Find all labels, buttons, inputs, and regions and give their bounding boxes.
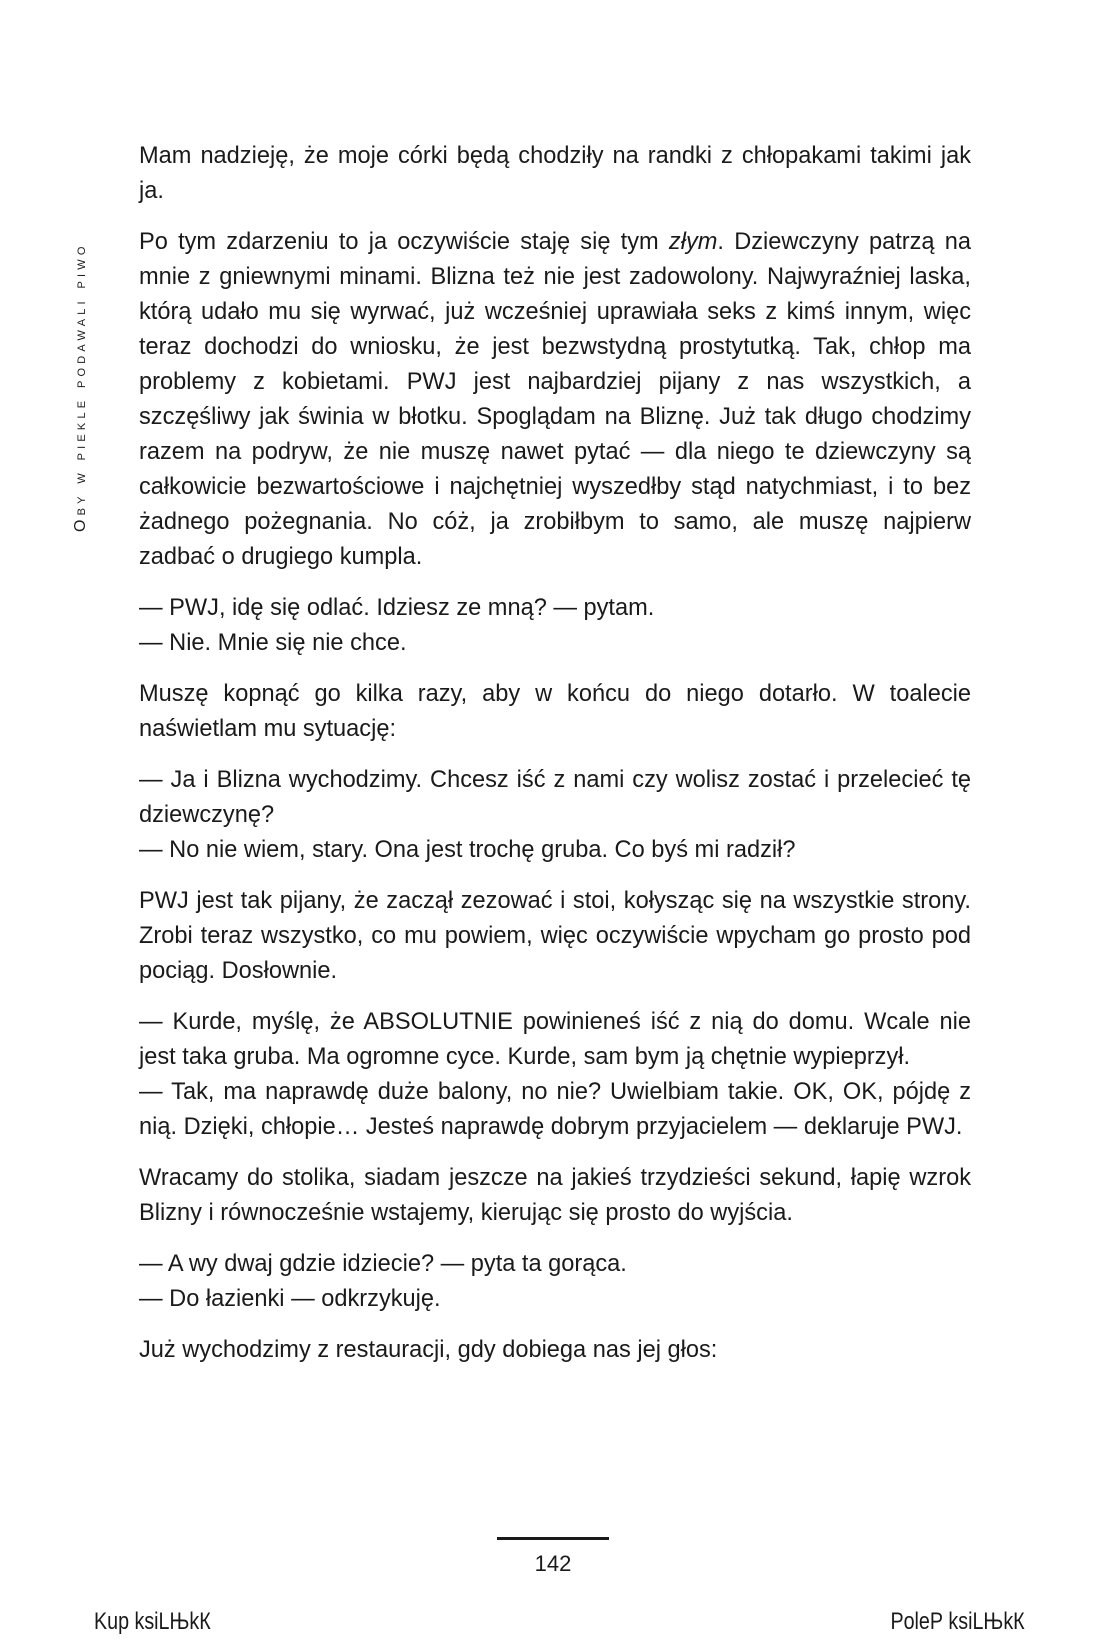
paragraph-4: PWJ jest tak pijany, że zaczął zezować i stoi, kołysząc się na wszystkie strony. Zrobi teraz wszystko, co mu powiem, więc oczywiście wpycham go prosto pod pociąg. Dosłownie. bbox=[139, 888, 971, 984]
body-text bbox=[139, 139, 971, 1384]
paragraph-2 bbox=[139, 225, 971, 575]
footer-recommend-link[interactable]: PoleР ksiLЊkК bbox=[890, 1608, 1025, 1635]
paragraph-6: Już wychodzimy z restauracji, gdy dobiega nas jej głos: bbox=[139, 1337, 718, 1363]
paragraph-3: Muszę kopnąć go kilka razy, aby w końcu do niego dotarło. W toalecie naświetlam mu sytuację: bbox=[139, 681, 971, 742]
folio-rule bbox=[497, 1537, 609, 1540]
page-number: 142 bbox=[534, 1551, 572, 1576]
dialogue-group-2 bbox=[139, 763, 971, 868]
dialogue-line-8: — Do łazienki — odkrzykuję. bbox=[139, 1286, 441, 1312]
dialogue-line-7: — A wy dwaj gdzie idziecie? — pyta ta gorąca. bbox=[139, 1251, 627, 1277]
paragraph-2-start: Po tym zdarzeniu to ja oczywiście staję się tym bbox=[139, 229, 669, 255]
running-head-text: Oby w piekle podawali piwo bbox=[72, 242, 89, 532]
paragraph-2-emphasis: złym bbox=[668, 229, 718, 255]
dialogue-line-6: — Tak, ma naprawdę duże balony, no nie? Uwielbiam takie. OK, OK, pójdę z nią. Dzięki, chłopie… Jesteś naprawdę dobrym przyjacielem — deklaruje PWJ. bbox=[139, 1079, 971, 1140]
dialogue-line-3: — Ja i Blizna wychodzimy. Chcesz iść z nami czy wolisz zostać i przelecieć tę dziewczynę? bbox=[139, 767, 971, 828]
dialogue-group-3 bbox=[139, 1005, 971, 1145]
dialogue-line-4: — No nie wiem, stary. Ona jest trochę gruba. Co byś mi radził? bbox=[139, 837, 796, 863]
paragraph-1: Mam nadzieję, że moje córki będą chodziły na randki z chłopakami takimi jak ja. bbox=[139, 143, 971, 204]
dialogue-line-1: — PWJ, idę się odlać. Idziesz ze mną? — pytam. bbox=[139, 595, 655, 621]
dialogue-line-5: — Kurde, myślę, że ABSOLUTNIE powinieneś iść z nią do domu. Wcale nie jest taka gruba. Ma ogromne cyce. Kurde, sam bym ją chętnie wypieprzył. bbox=[139, 1009, 971, 1070]
paragraph-2-end: . Dziewczyny patrzą na mnie z gniewnymi minami. Blizna też nie jest zadowolony. Najwyraźniej laska, którą udało mu się wyrwać, już wcześniej uprawiała seks z kimś innym, więc teraz dochodzi do wniosku, że jest bezwstydną prostytutką. Tak, chłop ma problemy z kobietami. PWJ jest najbardziej pijany z nas wszystkich, a szczęśliwy jak świnia w błotku. Spoglądam na Bliznę. Już tak długo chodzimy razem na podryw, że nie muszę nawet pytać — dla niego te dziewczyny są całkowicie bezwartościowe i najchętniej wyszedłby stąd natychmiast, i to bez żadnego pożegnania. No cóż, ja zrobiłbym to samo, ale muszę najpierw zadbać o drugiego kumpla. bbox=[139, 229, 971, 570]
dialogue-line-2: — Nie. Mnie się nie chce. bbox=[139, 630, 407, 656]
footer-buy-link[interactable]: Kup ksiLЊkК bbox=[94, 1608, 211, 1635]
paragraph-5: Wracamy do stolika, siadam jeszcze na jakieś trzydzieści sekund, łapię wzrok Blizny i równocześnie wstajemy, kierując się prosto do wyjścia. bbox=[139, 1165, 971, 1226]
dialogue-group-4 bbox=[139, 1247, 971, 1317]
running-head bbox=[70, 132, 92, 532]
dialogue-group-1 bbox=[139, 591, 971, 661]
